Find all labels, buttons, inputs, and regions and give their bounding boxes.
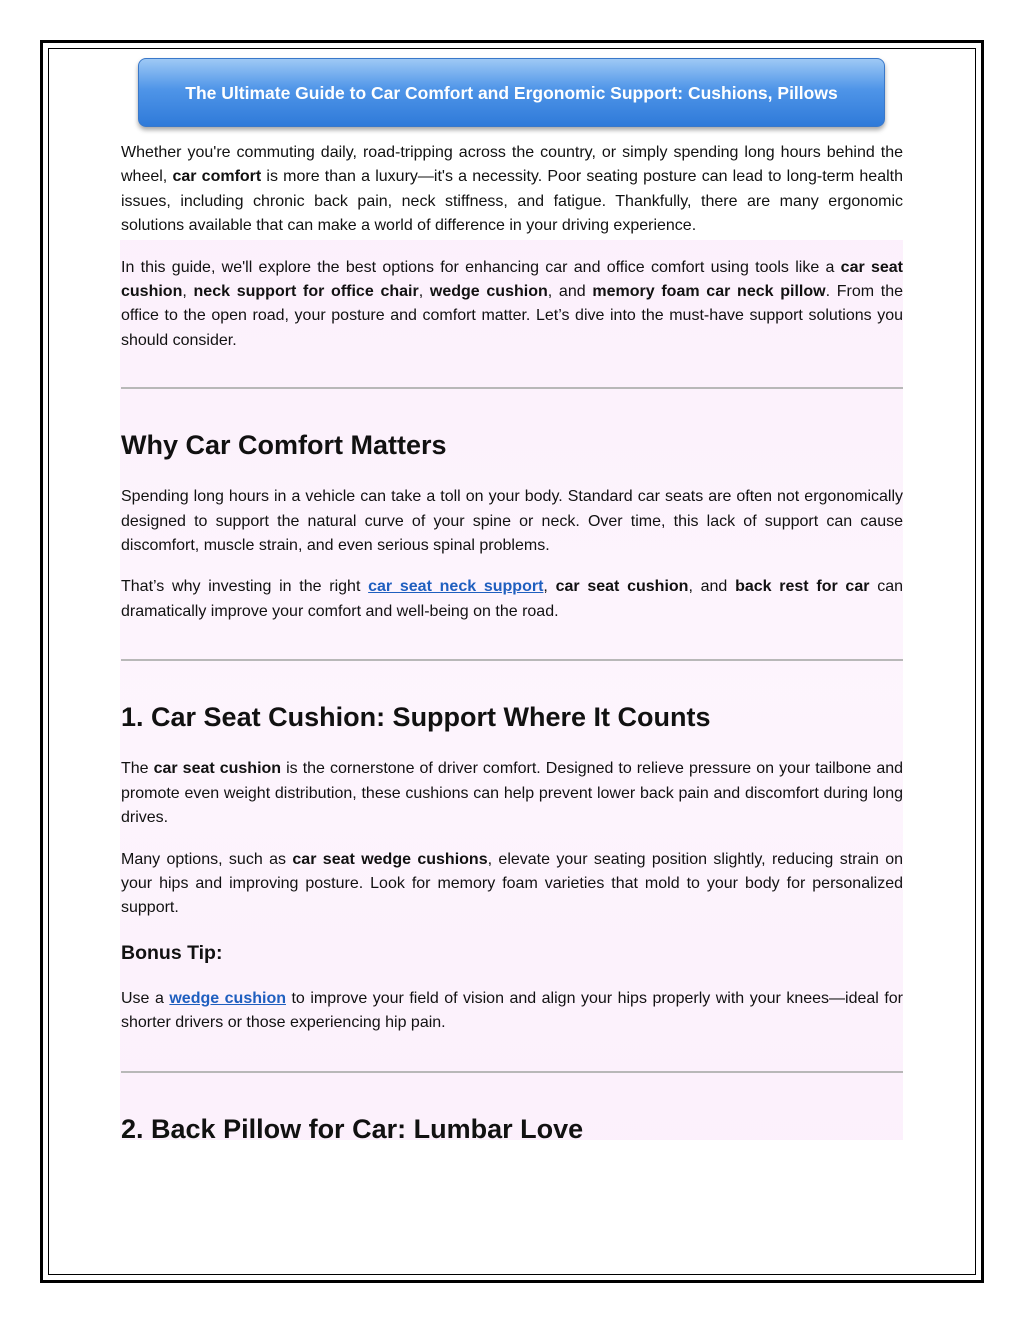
text: The [121,760,154,778]
text: Whether you're commuting daily, road-tripping across the country, or simply spending long hours behind the wheel, [121,144,903,186]
title-banner [138,58,885,127]
bonus-tip-paragraph [121,987,903,1036]
text: . From the office to the open road, your posture and comfort matter. Let’s dive into the must-have support solutions you should consider. [121,283,904,349]
section-heading-back-pillow: 2. Back Pillow for Car: Lumbar Love [121,1113,584,1144]
text: , and [688,578,736,596]
bold-text: car seat cushion [121,258,903,301]
section-heading-why-comfort: Why Car Comfort Matters [121,430,447,461]
text: , [543,578,556,596]
text: is the cornerstone of driver comfort. Designed to relieve pressure on your tailbone and promote even weight distribution, these cushions can help prevent lower back pain and discomfort during long drives. [121,760,904,827]
section1-paragraph-1 [121,485,903,558]
text: to improve your field of vision and align your hips properly with your knees—ideal for shorter drivers or those experiencing hip pain. [121,989,903,1032]
intro-paragraph-2 [121,256,903,354]
text: , [418,283,430,301]
text: , and [547,283,593,301]
text: Spending long hours in a vehicle can take a toll on your body. Standard car seats are often not ergonomically designed to support the natural curve of your spine or neck. Over time, this lack of support can cause discomfort, muscle strain, and even serious spinal problems. [121,488,903,555]
section2-paragraph-2 [121,848,903,921]
bold-text: back rest for car [735,578,870,596]
bold-text: memory foam car neck pillow [592,283,826,301]
text: In this guide, we'll explore the best options for enhancing car and office comfort using tools like a [121,258,841,276]
page-title: The Ultimate Guide to Car Comfort and Ergonomic Support: Cushions, Pillows [185,82,838,103]
section1-paragraph-2 [121,575,903,624]
bold-text: car seat cushion [555,578,689,596]
text: can dramatically improve your comfort and well-being on the road. [121,578,904,620]
bold-text: car seat wedge cushions [292,850,488,868]
bonus-tip-heading: Bonus Tip: [121,941,223,964]
text: That’s why investing in the right [121,578,369,596]
text: , elevate your seating position slightly, reducing strain on your hips and improving posture. Look for memory foam varieties that mold to your body for personalized support. [121,850,904,917]
bold-text: car seat cushion [153,760,282,778]
intro-paragraph-1 [121,141,903,239]
bold-text: wedge cushion [429,283,548,301]
text: Many options, such as [121,850,293,868]
section-divider [121,387,903,389]
bold-text: car comfort [172,168,262,186]
section-divider [121,659,903,661]
section-divider [121,1071,903,1073]
text: is more than a luxury—it's a necessity. Poor seating posture can lead to long-term health issues, including chronic back pain, neck stiffness, and fatigue. Thankfully, there are many ergonomic solutions available that can make a world of difference in your driving experience. [121,168,904,235]
article-body [121,141,903,1145]
section2-paragraph-1 [121,757,903,830]
text: , [182,283,194,301]
wedge-cushion-link[interactable]: wedge cushion [169,989,286,1007]
text: Use a [121,989,170,1007]
car-seat-neck-support-link[interactable]: car seat neck support [368,578,544,596]
section-heading-car-seat-cushion: 1. Car Seat Cushion: Support Where It Counts [121,702,711,733]
bold-text: neck support for office chair [193,283,419,301]
